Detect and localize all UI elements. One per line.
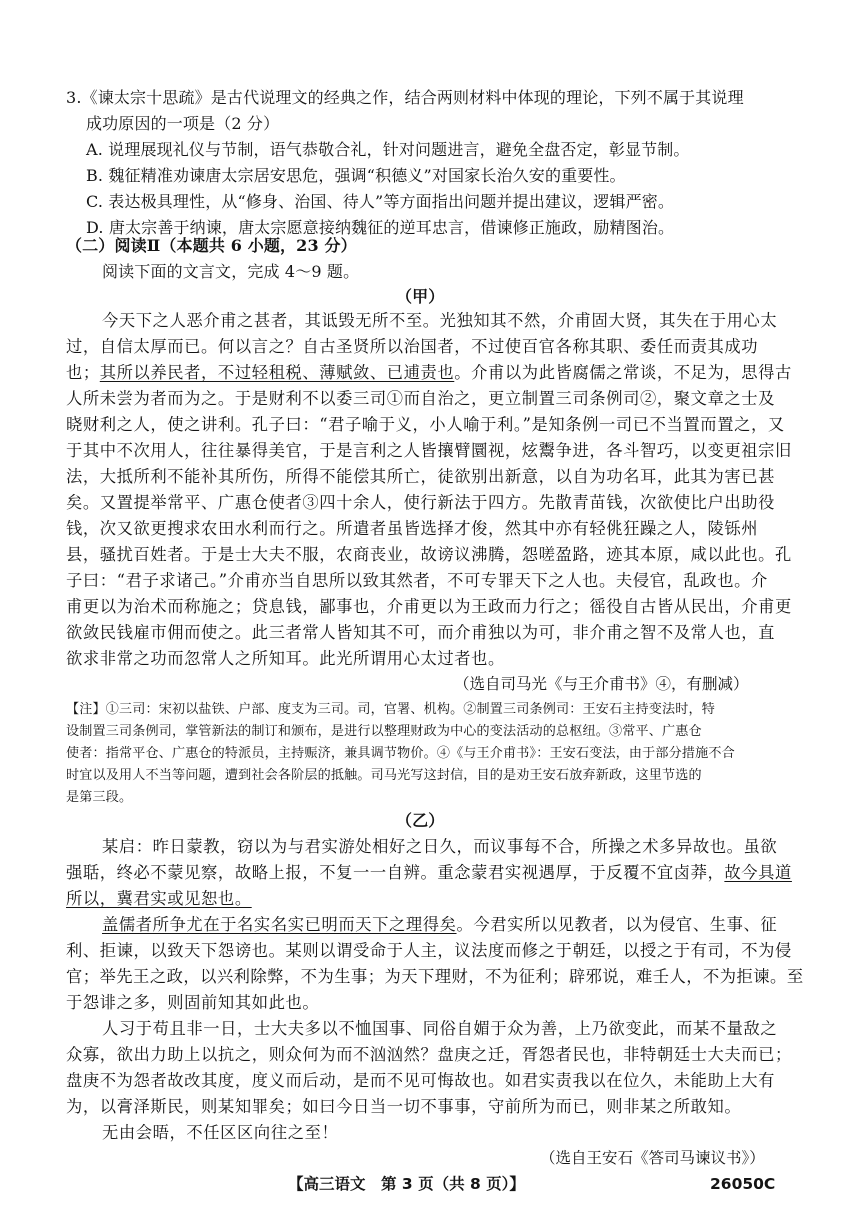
passage-yi-line: 盘庚不为怨者故改其度，度义而后动，是而不见可悔故也。如君实责我以在位久，未能助上大有 bbox=[66, 1071, 776, 1090]
q3-option-d: D. 唐太宗善于纳谏，唐太宗愿意接纳魏征的逆耳忠言，借谏修正施政，励精图治。 bbox=[86, 218, 675, 237]
passage-yi-title: （乙） bbox=[396, 811, 445, 830]
passage-yi-line: 于怨诽之多，则固前知其如此也。 bbox=[66, 993, 320, 1012]
passage-jia-line: 县，骚扰百姓者。于是士大夫不服，农商丧业，故谤议沸腾，怨嗟盈路，迹其本原，咸以此也。孔 bbox=[66, 545, 792, 564]
passage-jia-title: （甲） bbox=[396, 287, 445, 306]
q3-option-b: B. 魏征精准劝谏唐太宗居安思危，强调“积德义”对国家长治久安的重要性。 bbox=[86, 166, 626, 185]
passage-yi-line: 为，以膏泽斯民，则某知罪矣；如曰今日当一切不事事，守前所为而已，则非某之所敢知。 bbox=[66, 1097, 742, 1116]
passage-jia-line: 过，自信太厚而已。何以言之？自古圣贤所以治国者，不过使百官各称其职、委任而责其成功 bbox=[66, 337, 759, 356]
passage-yi-line: 利、拒谏，以致天下怨谤也。某则以谓受命于人主，议法度而修之于朝廷，以授之于有司，不为侵 bbox=[66, 941, 792, 960]
section-instruction: 阅读下面的文言文，完成 4～9 题。 bbox=[102, 262, 360, 281]
passage-yi-line: 盖儒者所争尤在于名实名实已明而天下之理得矣。今君实所以见教者，以为侵官、生事、征 bbox=[102, 915, 778, 934]
note-line: 设制置三司条例司，掌管新法的制订和颁布，是进行以整理财政为中心的变法活动的总枢纽。③常平、广惠仓 bbox=[66, 724, 702, 739]
passage-yi-line: 无由会晤，不任区区向往之至！ bbox=[102, 1123, 339, 1142]
passage-jia-line: 晓财利之人，使之讲利。孔子曰：“君子喻于义，小人喻于利。”是知条例一司已不当置而置之，又 bbox=[66, 415, 785, 434]
note-line: 【注】①三司：宋初以盐铁、户部、度支为三司。司，官署、机构。②制置三司条例司：王安石主持变法时，特 bbox=[66, 702, 715, 717]
passage-jia-line: 于其中不次用人，往往暴得美官，于是言利之人皆攘臂圜视，炫鬻争进，各斗智巧，以变更祖宗旧 bbox=[66, 441, 792, 460]
passage-jia-line: 欲敛民钱雇市佣而使之。此三者常人皆知其不可，而介甫独以为可，非介甫之智不及常人也，直 bbox=[66, 623, 776, 642]
passage-jia-line: 矣。又置提举常平、广惠仓使者③四十余人，使行新法于四方。先散青苗钱，次欲使比户出助役 bbox=[66, 493, 776, 512]
passage-jia-source: （选自司马光《与王介甫书》④，有删减） bbox=[454, 675, 749, 693]
q3-option-c: C. 表达极具理性，从“修身、治国、待人”等方面指出问题并提出建议，逻辑严密。 bbox=[86, 192, 675, 211]
q3-stem-line1: 3.《谏太宗十思疏》是古代说理文的经典之作，结合两则材料中体现的理论，下列不属于其说理 bbox=[66, 88, 744, 107]
passage-yi-line: 强聒，终必不蒙见察，故略上报，不复一一自辨。重念蒙君实视遇厚，于反覆不宜卤莽，故今具道 bbox=[66, 863, 792, 882]
passage-yi-line: 某启：昨日蒙教，窃以为与君实游处相好之日久，而议事每不合，所操之术多异故也。虽欲 bbox=[102, 837, 778, 856]
note-line: 时宜以及用人不当等问题，遭到社会各阶层的抵触。司马光写这封信，目的是劝王安石放弃新政，这里节选的 bbox=[66, 768, 702, 783]
passage-yi-line: 众寡，欲出力助上以抗之，则众何为而不汹汹然？盘庚之迁，胥怨者民也，非特朝廷士大夫而已； bbox=[66, 1045, 792, 1064]
passage-jia-line: 甫更以为治术而称施之；贷息钱，鄙事也，介甫更以为王政而力行之；徭役自古皆从民出，介甫更 bbox=[66, 597, 792, 616]
passage-yi-line: 人习于苟且非一日，士大夫多以不恤国事、同俗自媚于众为善，上乃欲变此，而某不量敌之 bbox=[102, 1019, 778, 1038]
section-heading: （二）阅读Ⅱ（本题共 6 小题，23 分） bbox=[66, 236, 357, 255]
note-line: 是第三段。 bbox=[66, 790, 133, 805]
q3-stem-line2: 成功原因的一项是（2 分） bbox=[86, 114, 280, 133]
passage-jia-line: 钱，次又欲更搜求农田水利而行之。所遣者虽皆选择才俊，然其中亦有轻佻狂躁之人，陵铄州 bbox=[66, 519, 759, 538]
passage-yi-line: 官；举先王之政，以兴利除弊，不为生事；为天下理财，不为征利；辟邪说，难壬人，不为拒谏。至 bbox=[66, 967, 804, 986]
q3-option-a: A. 说理展现礼仪与节制，语气恭敬合礼，针对问题进言，避免全盘否定，彰显节制。 bbox=[86, 140, 690, 159]
passage-jia-line: 人所未尝为者而为之。于是财利不以委三司①而自治之，更立制置三司条例司②，聚文章之士及 bbox=[66, 389, 776, 408]
passage-yi-line-underlined: 所以，冀君实或见恕也。 bbox=[66, 889, 252, 908]
page-footer-label: 【高三语文 第 3 页（共 8 页）】 bbox=[288, 1175, 525, 1193]
passage-jia-line: 欲求非常之功而忽常人之所知耳。此光所谓用心太过者也。 bbox=[66, 649, 505, 668]
exam-code: 26050C bbox=[710, 1175, 776, 1193]
passage-jia-line: 今天下之人恶介甫之甚者，其诋毁无所不至。光独知其不然，介甫固大贤，其失在于用心太 bbox=[102, 311, 778, 330]
passage-jia-line: 也；其所以养民者，不过轻租税、薄赋敛、已逋责也。介甫以为此皆腐儒之常谈，不足为，思得古 bbox=[66, 363, 792, 382]
passage-yi-source: （选自王安石《答司马谏议书》） bbox=[540, 1149, 765, 1167]
passage-jia-line: 法，大抵所利不能补其所伤，所得不能偿其所亡，徒欲别出新意，以自为功名耳，此其为害已甚 bbox=[66, 467, 776, 486]
passage-jia-line: 子曰：“君子求诸己。”介甫亦当自思所以致其然者，不可专罪天下之人也。夫侵官，乱政也。介 bbox=[66, 571, 768, 590]
note-line: 使者：指常平仓、广惠仓的特派员，主持赈济，兼具调节物价。④《与王介甫书》：王安石变法，由于部分措施不合 bbox=[66, 746, 735, 761]
